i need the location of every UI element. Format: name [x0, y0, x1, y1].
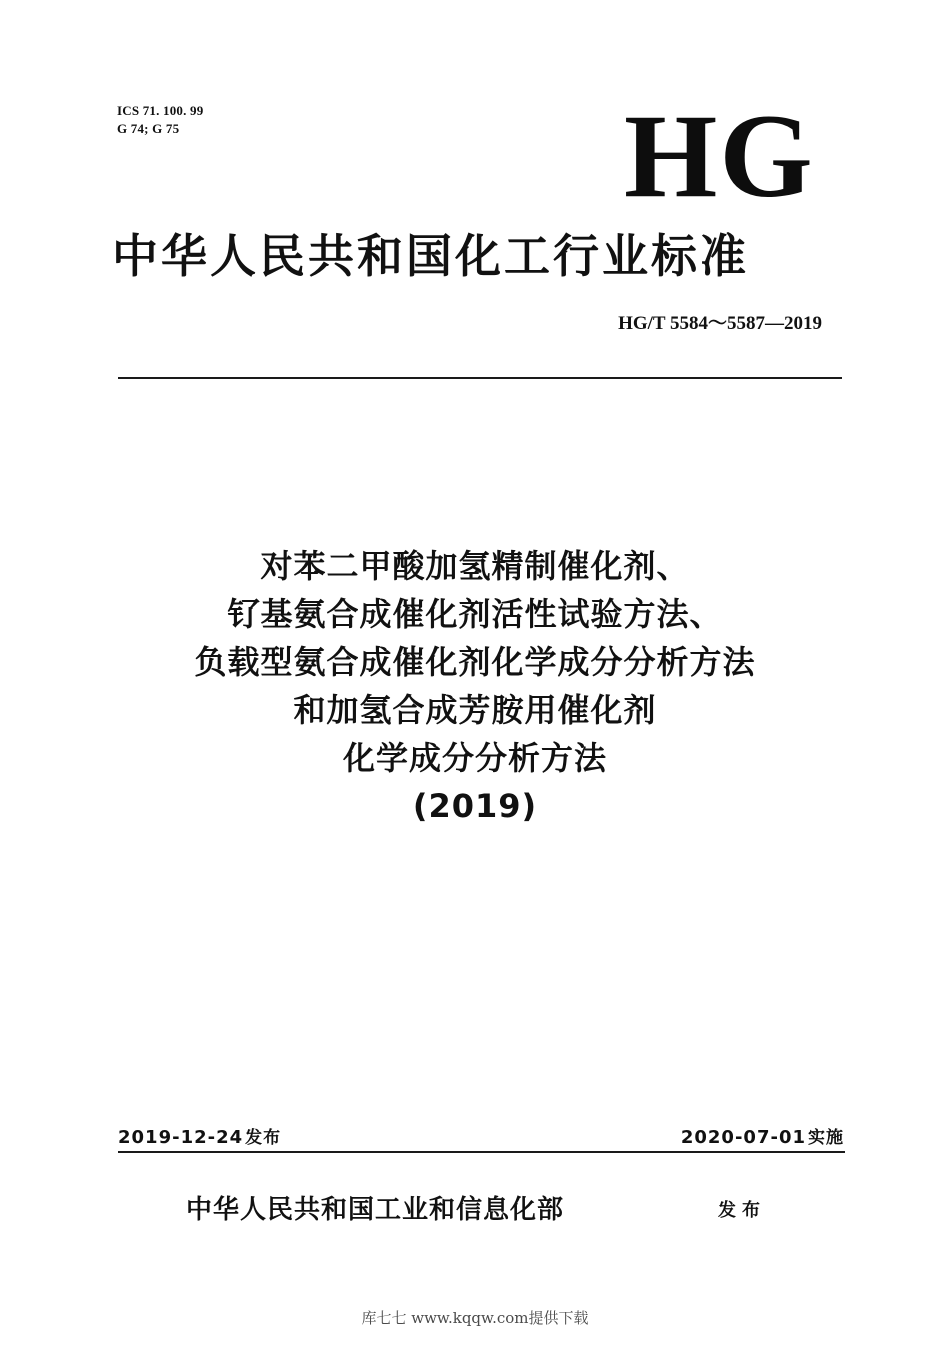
bottom-divider	[118, 1151, 845, 1153]
download-footer: 库七七 www.kqqw.com提供下载	[361, 1309, 589, 1327]
standard-category: 中华人民共和国化工行业标准	[112, 229, 749, 283]
implementation-date-value: 2020-07-01	[680, 1127, 806, 1148]
title-line: 和加氢合成芳胺用催化剂	[293, 691, 657, 729]
title-line: 对苯二甲酸加氢精制催化剂、	[260, 547, 690, 585]
title-line: 化学成分分析方法	[342, 739, 607, 777]
publisher-name: 中华人民共和国工业和信息化部	[186, 1195, 565, 1225]
issue-date-value: 2019-12-24	[118, 1127, 244, 1148]
hg-logo: HG	[624, 89, 815, 222]
implementation-date	[681, 1127, 844, 1149]
publisher-action: 发布	[718, 1200, 766, 1221]
document-title	[60, 542, 890, 830]
standard-number: HG/T 5584～5587—2019	[618, 313, 822, 334]
classification-codes	[117, 102, 203, 138]
ccs-code: G 74; G 75	[117, 121, 180, 136]
top-divider	[118, 377, 842, 379]
issue-label: 发布	[245, 1128, 282, 1148]
title-line: 负载型氨合成催化剂化学成分分析方法	[194, 643, 756, 681]
ics-code: ICS 71. 100. 99	[117, 103, 204, 118]
title-line: 钌基氨合成催化剂活性试验方法、	[227, 595, 723, 633]
issue-date	[118, 1127, 281, 1149]
title-year: (2019)	[412, 787, 538, 825]
implementation-label: 实施	[808, 1128, 844, 1148]
